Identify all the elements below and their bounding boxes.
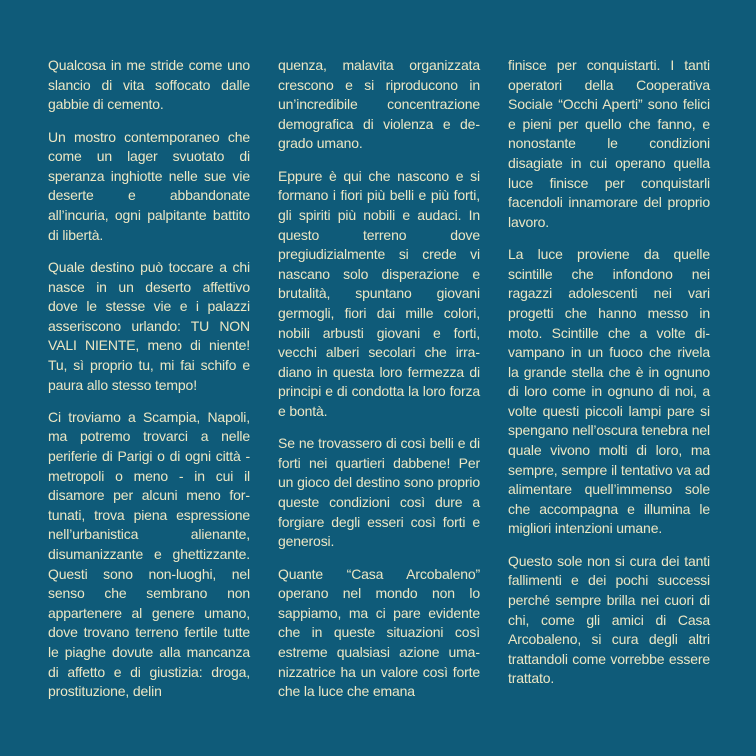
paragraph: quenza, malavita organizzata crescono e si riproducono in un’incredibile concentrazione demografica di violenza e degrado umano.	[278, 57, 480, 152]
paragraph: Un mostro contemporaneo che come un lager svuotato di speranza inghiotte nelle sue vie deserte e abbandonate all’incuria, ogni palpitante battito di libertà.	[48, 128, 250, 243]
paragraph: Se ne trovassero di così belli e di forti nei quartieri dabbene! Per un gioco del destino sono proprio queste condizioni così dure a forgiare degli esseri così forti e generosi.	[278, 435, 480, 550]
paragraph: Quante “Casa Arcobaleno” operano nel mondo non lo sappiamo, ma ci pare evidente che in queste situazioni così estreme qualsiasi azione umanizzatrice ha un valore così forte che la luce che emana	[278, 565, 480, 700]
paragraph: Qualcosa in me stride come uno slancio di vita soffocato dalle gabbie di cemento.	[48, 57, 250, 113]
paragraph: Questo sole non si cura dei tanti fallimenti e dei pochi successi perché sempre brilla nei cuori di chi, come gli amici di Casa Arcobaleno, si cura degli altri trattandoli come vorrebbe essere trattato.	[508, 552, 710, 687]
paragraph: La luce proviene da quelle scintille che infondono nei ragazzi adolescenti nei vari progetti che hanno messo in moto. Scintille che a volte divampano in un fuoco che rivela la grande stella che è in ognuno di loro come in ognuno di noi, a volte questi piccoli lampi pare si spengano nell’oscura tenebra nel quale vivono molti di loro, ma sempre, sempre il tentativo va ad alimentare quell’immenso sole che accompagna e illumina le migliori intenzioni umane.	[508, 246, 710, 537]
paragraph: Ci troviamo a Scampia, Napoli, ma potremo trovarci a nelle periferie di Parigi o di ogni città - metropoli o meno - in cui il disamore per alcuni meno fortunati, trova piena espressione nell’urbanistica alienante, disumanizzante e ghettizzante. Questi sono non-luoghi, nel senso che sembrano non appartenere al genere umano, dove trovano terreno fertile tutte le piaghe dovute alla mancanza di affetto e di giustizia: droga, prostituzione, delin	[48, 408, 250, 700]
paragraph: Eppure è qui che nascono e si formano i fiori più belli e più forti, gli spiriti più nobili e audaci. In questo terreno dove pregiudizialmente si crede vi nascano solo disperazione e brutalità, spuntano giovani germogli, fiori dai mille colori, nobili arbusti giovani e forti, vecchi alberi secolari che irradiano in questa loro fermezza di principi e di condotta la loro forza e bontà.	[278, 167, 480, 419]
text-column-1	[48, 56, 250, 702]
text-column-3	[508, 56, 710, 689]
text-column-2	[278, 56, 480, 702]
paragraph: finisce per conquistarti. I tanti operatori della Cooperativa Sociale “Occhi Aperti” sono felici e pieni per quello che fanno, e nonostante le condizioni disagiate in cui operano quella luce finisce per conquistarli facendoli innamorare del proprio lavoro.	[508, 57, 710, 230]
paragraph: Quale destino può toccare a chi nasce in un deserto affettivo dove le stesse vie e i palazzi asseriscono urlando: TU NON VALI NIENTE, meno di niente! Tu, sì proprio tu, mi fai schifo e paura allo stesso tempo!	[48, 258, 250, 393]
